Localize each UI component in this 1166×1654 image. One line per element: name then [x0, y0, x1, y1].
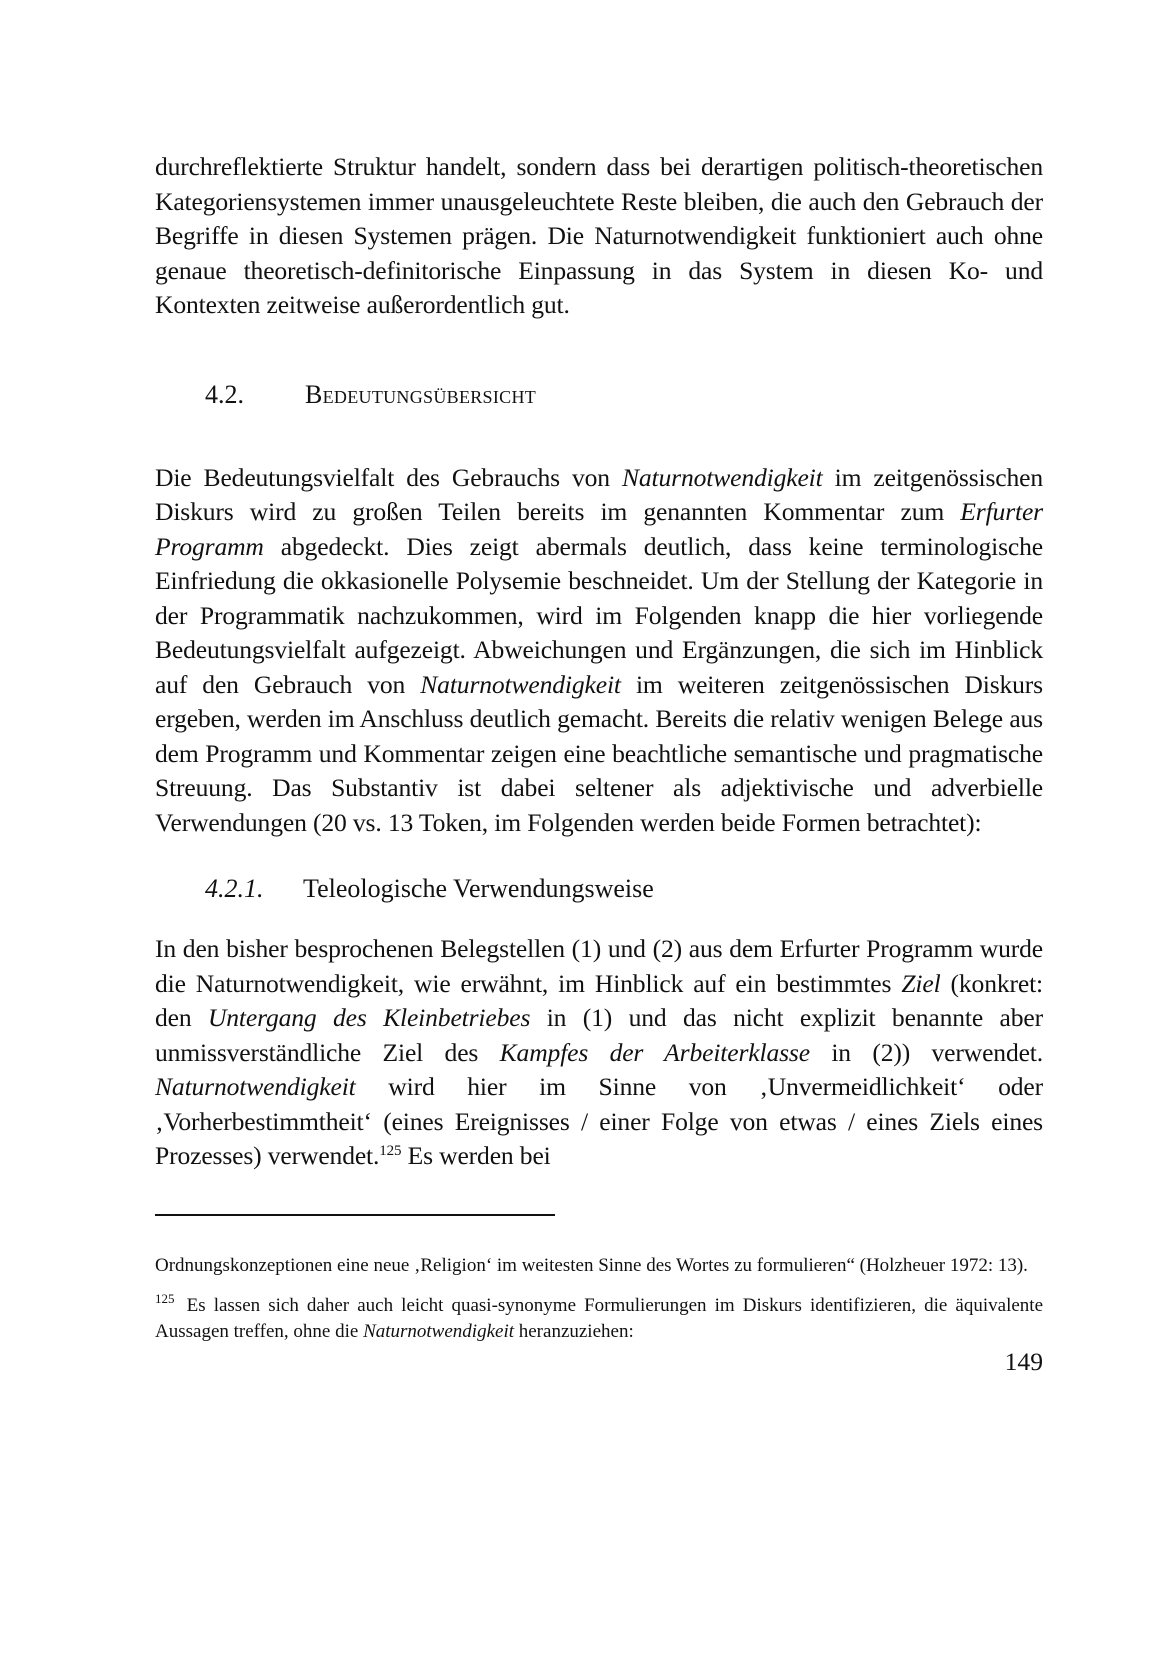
subsection-number: 4.2.1. — [205, 874, 264, 903]
footnote-text: heranzuziehen: — [514, 1320, 634, 1342]
page-number: 149 — [1004, 1346, 1043, 1376]
emphasis-term: Kampfes der Arbeiterklasse — [499, 1037, 810, 1067]
emphasis-term: Untergang des Kleinbetriebes — [207, 1003, 531, 1032]
emphasis-term: Naturnotwendigkeit — [155, 1072, 356, 1101]
text-segment: in (1) und das nicht explizit benannte aber unmissverständliche Ziel des — [155, 1003, 1043, 1067]
text-segment: wird hier im Sinne von ‚Unvermeidlichkeit‘ oder ‚Vorherbestimmtheit‘ (eines Ereignisses / einer Folge von etwas / eines Ziels eines Prozesses) verwendet. — [155, 1072, 1043, 1170]
section-title: Bedeutungsübersicht — [305, 379, 537, 409]
text-segment: im weiteren zeitgenössischen Diskurs ergeben, werden im Anschluss deutlich gemacht. Bereits die relativ wenigen Belege aus dem Programm und Kommentar zeigen eine beachtliche semantische und pragmatische Streuung. Das Substantiv ist dabei seltener als adjektivische und adverbielle Verwendungen (20 vs. 13 Token, im Folgenden werden beide Formen betrachtet): — [155, 669, 1043, 837]
section-paragraph — [155, 461, 1043, 841]
text-segment: Es werden bei — [401, 1141, 551, 1170]
subsection-paragraph — [155, 932, 1043, 1174]
emphasis-term: Naturnotwendigkeit — [363, 1320, 514, 1342]
footnote-reference-link[interactable]: 125 — [379, 1143, 402, 1160]
subsection-heading — [155, 872, 1043, 906]
subsection-title: Teleologische Verwendungsweise — [303, 874, 654, 903]
emphasis-title: Erfurter Programm — [155, 497, 1043, 561]
text-segment: (konkret: den — [155, 968, 1044, 1032]
text-segment: in (2)) verwendet. — [809, 1037, 1044, 1067]
footnote-125 — [155, 1293, 1043, 1345]
emphasis-term: Ziel — [901, 968, 941, 998]
emphasis-term: Naturnotwendigkeit — [420, 669, 621, 699]
text-segment: durchreflektierte Struktur handelt, sondern dass bei derartigen politisch-theoretischen Kategoriensystemen immer unausgeleuchtete Reste bleiben, die auch den Gebrauch der Begriffe in diesen Systemen prägen. Die Naturnotwendigkeit funktioniert auch ohne genaue theoretisch-definitorische Einpassung in das System in diesen Ko- und Kontexten zeitweise außerordentlich gut. — [155, 152, 1043, 319]
text-segment: In den bisher besprochenen Belegstellen (1) und (2) aus dem Erfurter Programm wurde die Naturnotwendigkeit, wie erwähnt, im Hinblick auf ein bestimmtes — [155, 934, 1043, 998]
footnote-text: Es lassen sich daher auch leicht quasi-synonyme Formulierungen im Diskurs identifizieren, die äquivalente Aussagen treffen, ohne die — [155, 1294, 1043, 1342]
text-segment: im zeitgenössischen Diskurs wird zu großen Teilen bereits im genannten Kommentar zum — [155, 462, 1043, 526]
footnote-separator-rule — [155, 1214, 555, 1216]
section-number: 4.2. — [205, 379, 244, 409]
section-heading — [155, 378, 1043, 412]
emphasis-term: Naturnotwendigkeit — [621, 462, 823, 492]
document-page — [155, 150, 1043, 1377]
spacer — [155, 906, 1043, 932]
footnote-continuation — [155, 1253, 1043, 1279]
text-segment: Die Bedeutungsvielfalt des Gebrauchs von — [155, 462, 622, 492]
text-segment: abgedeckt. Dies zeigt abermals deutlich, dass keine terminologische Einfriedung die okkasionelle Polysemie beschneidet. Um der Stellung der Kategorie in der Programmatik nachzukommen, wird im Folgenden knapp die hier vorliegende Bedeutungsvielfalt aufgezeigt. Abweichungen und Ergänzungen, die sich im Hinblick auf den Gebrauch von — [155, 531, 1043, 699]
footnote-marker: 125 — [155, 1291, 175, 1307]
opening-paragraph — [155, 150, 1043, 323]
spacer — [155, 412, 1043, 461]
footnotes — [155, 1253, 1043, 1345]
footnote-text: Ordnungskonzeptionen eine neue ‚Religion‘ im weitesten Sinne des Wortes zu formulieren“ (Holzheuer 1972: 13). — [155, 1254, 1028, 1276]
